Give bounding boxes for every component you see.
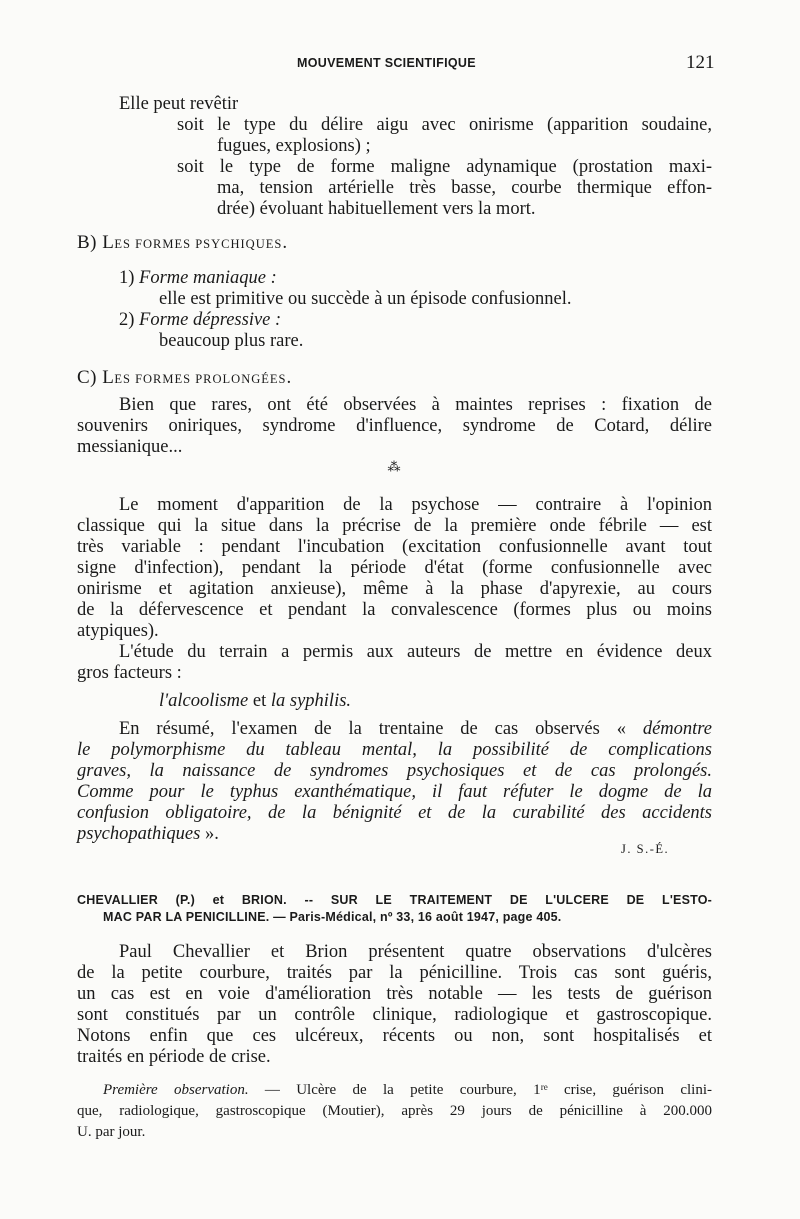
text-line: Paul Chevallier et Brion présentent quatre observations d'ulcères xyxy=(119,942,712,962)
text-line: ma, tension artérielle très basse, courbe thermique effon- xyxy=(217,178,712,198)
page-number: 121 xyxy=(686,52,715,73)
section-heading-b: B) LES FORMES PSYCHIQUES. xyxy=(77,232,288,253)
text-line: psychopathiques ». xyxy=(77,824,219,844)
text-line: beaucoup plus rare. xyxy=(159,331,304,351)
text-line: soit le type du délire aigu avec onirisme (apparition soudaine, xyxy=(177,115,712,135)
text-line: soit le type de forme maligne adynamique (prostation maxi- xyxy=(177,157,712,177)
text-line: classique qui la situe dans la précrise de la première onde fébrile — est xyxy=(77,516,712,536)
text-line: le polymorphisme du tableau mental, la possibilité de complications xyxy=(77,740,712,760)
text-line: fugues, explosions) ; xyxy=(217,136,371,156)
text-line: signe d'infection), pendant la période d'état (forme confusionnelle avec xyxy=(77,558,712,578)
section-heading-c: C) LES FORMES PROLONGÉES. xyxy=(77,367,292,388)
text-line: Notons enfin que ces ulcéreux, récents ou non, sont hospitalisés et xyxy=(77,1026,712,1046)
footnote-line: Première observation. — Ulcère de la petite courbure, 1ʳᵉ crise, guérison clini- xyxy=(103,1082,712,1098)
text-line: Comme pour le typhus exanthématique, il faut réfuter le dogme de la xyxy=(77,782,712,802)
text-line: L'étude du terrain a permis aux auteurs de mettre en évidence deux xyxy=(119,642,712,662)
text-line: sont constitués par un contrôle clinique, radiologique et gastroscopique. xyxy=(77,1005,712,1025)
text-line: Elle peut revêtir xyxy=(119,94,239,114)
text-line: de la défervescence et pendant la convalescence (formes plus ou moins xyxy=(77,600,712,620)
footnote-line: que, radiologique, gastroscopique (Moutier), après 29 jours de pénicilline à 200.000 xyxy=(77,1103,712,1119)
reference-heading: CHEVALLIER (P.) et BRION. -- SUR LE TRAITEMENT DE L'ULCERE DE L'ESTO- xyxy=(77,893,712,907)
text-line: atypiques). xyxy=(77,621,159,641)
text-line: drée) évoluant habituellement vers la mort. xyxy=(217,199,536,219)
page-header xyxy=(0,52,800,74)
running-head: MOUVEMENT SCIENTIFIQUE xyxy=(297,56,476,70)
asterism-divider: ⁂ xyxy=(387,459,401,474)
text-line: souvenirs oniriques, syndrome d'influence, syndrome de Cotard, délire xyxy=(77,416,712,436)
author-signature: J. S.-É. xyxy=(621,842,670,856)
text-line: gros facteurs : xyxy=(77,663,182,683)
text-line: graves, la naissance de syndromes psychosiques et de cas prolongés. xyxy=(77,761,712,781)
text-line: traités en période de crise. xyxy=(77,1047,271,1067)
text-line: messianique... xyxy=(77,437,183,457)
text-line: Bien que rares, ont été observées à maintes reprises : fixation de xyxy=(119,395,712,415)
text-line: onirisme et agitation anxieuse), même à la phase d'apyrexie, au cours xyxy=(77,579,712,599)
footnote-line: U. par jour. xyxy=(77,1124,146,1140)
text-line: Le moment d'apparition de la psychose — contraire à l'opinion xyxy=(119,495,712,515)
subsection-heading: 1) Forme maniaque : xyxy=(119,268,277,288)
text-line: En résumé, l'examen de la trentaine de cas observés « démontre xyxy=(119,719,712,739)
reference-heading: MAC PAR LA PENICILLINE. — Paris-Médical, nº 33, 16 août 1947, page 405. xyxy=(103,910,562,924)
text-line: un cas est en voie d'amélioration très notable — les tests de guérison xyxy=(77,984,712,1004)
text-line: confusion obligatoire, de la bénignité et de la curabilité des accidents xyxy=(77,803,712,823)
factors-line: l'alcoolisme et la syphilis. xyxy=(159,691,352,711)
subsection-heading: 2) Forme dépressive : xyxy=(119,310,282,330)
text-line: de la petite courbure, traités par la pénicilline. Trois cas sont guéris, xyxy=(77,963,712,983)
text-line: elle est primitive ou succède à un épisode confusionnel. xyxy=(159,289,572,309)
text-line: très variable : pendant l'incubation (excitation confusionnelle avant tout xyxy=(77,537,712,557)
